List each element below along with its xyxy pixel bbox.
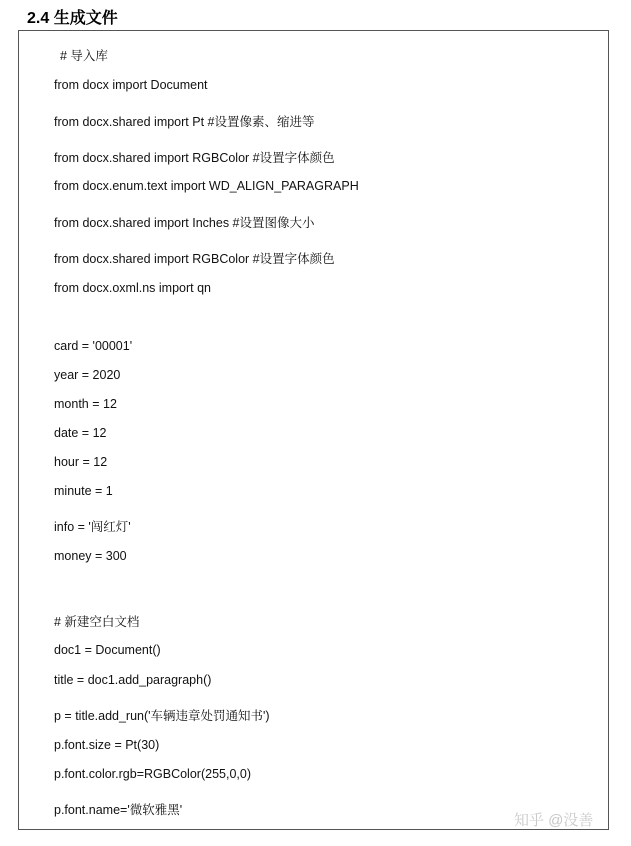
code-line-comment-new-doc: # 新建空白文档 <box>54 615 140 629</box>
code-line: p.font.name='微软雅黑' <box>54 803 183 817</box>
code-line: info = '闯红灯' <box>54 520 131 534</box>
section-heading: 2.4 生成文件 <box>27 10 118 27</box>
watermark: 知乎 @没善 <box>514 812 594 829</box>
code-line: p = title.add_run('车辆违章处罚通知书') <box>54 709 270 723</box>
code-line: date = 12 <box>54 426 107 440</box>
code-line: hour = 12 <box>54 455 108 469</box>
code-line: from docx.oxml.ns import qn <box>54 281 211 295</box>
code-line: from docx.shared import Inches #设置图像大小 <box>54 216 315 230</box>
code-line: from docx.shared import RGBColor #设置字体颜色 <box>54 252 335 266</box>
code-line: from docx.shared import Pt #设置像素、缩进等 <box>54 115 315 129</box>
code-line: minute = 1 <box>54 484 113 498</box>
code-line: title = doc1.add_paragraph() <box>54 673 212 687</box>
code-line-comment-import: # 导入库 <box>60 49 108 63</box>
code-line: p.font.size = Pt(30) <box>54 738 160 752</box>
code-line: p.font.color.rgb=RGBColor(255,0,0) <box>54 767 251 781</box>
code-line: doc1 = Document() <box>54 643 161 657</box>
code-line: year = 2020 <box>54 368 121 382</box>
code-line: card = '00001' <box>54 339 133 353</box>
code-line: money = 300 <box>54 549 127 563</box>
code-line: from docx.shared import RGBColor #设置字体颜色 <box>54 151 335 165</box>
code-line: from docx.enum.text import WD_ALIGN_PARAGRAPH <box>54 179 359 193</box>
code-line: month = 12 <box>54 397 117 411</box>
code-line: from docx import Document <box>54 78 208 92</box>
